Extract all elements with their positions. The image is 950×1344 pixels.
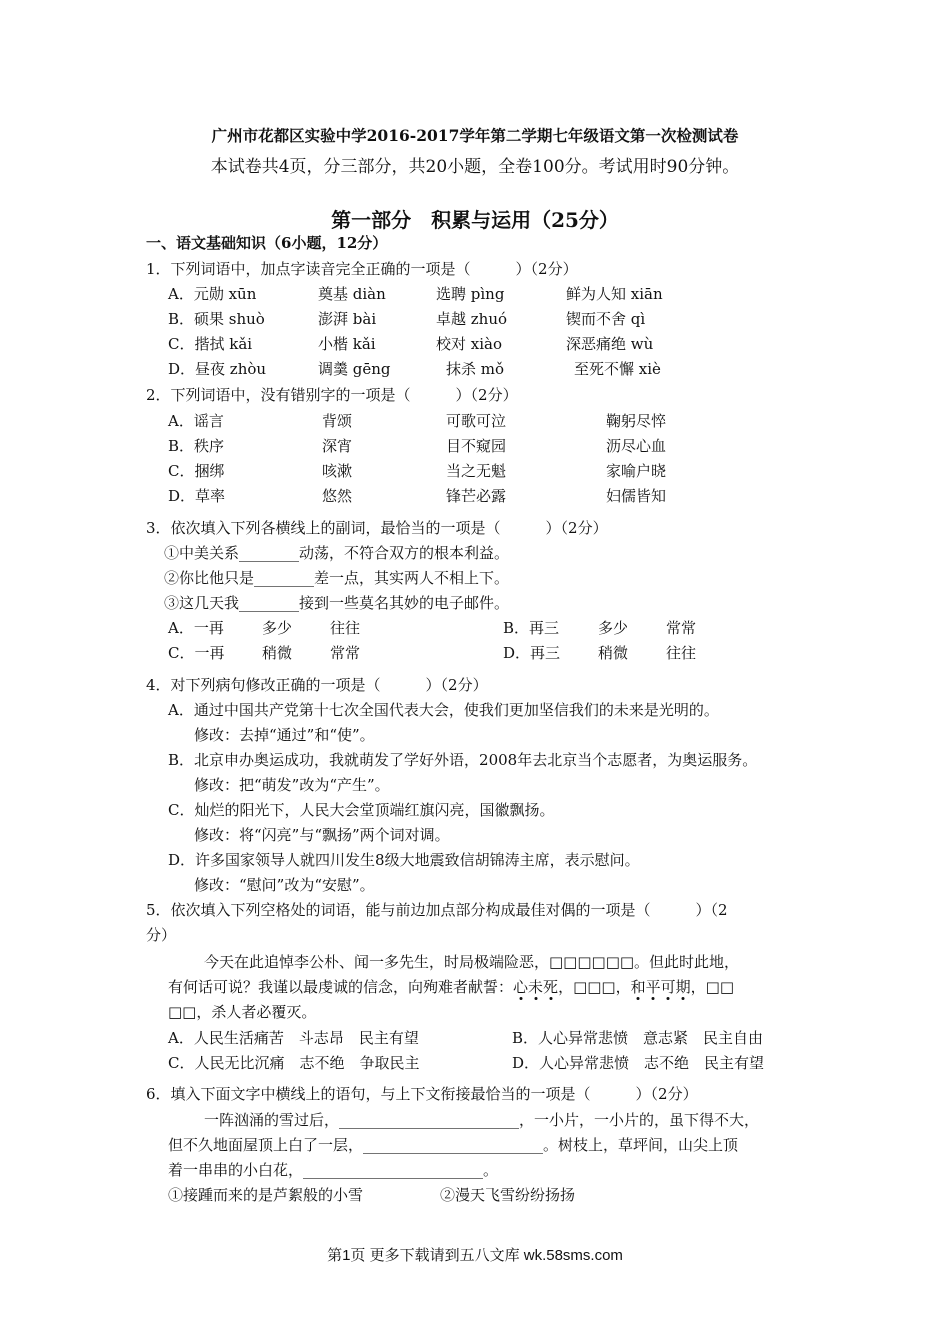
q6-passage-line: 但不久地面屋顶上白了一层，________________________。树枝上，草坪间，山尖上顶 [168,1136,739,1154]
q1-option-cell: 鲜为人知 xiān [566,285,663,303]
q6-option: ②漫天飞雪纷纷扬扬 [440,1186,576,1204]
q2-option-cell: 当之无魁 [446,462,507,480]
q4-option-c: C．灿烂的阳光下，人民大会堂顶端红旗闪亮，国徽飘扬。 [168,801,555,819]
question-4-stem: 4．对下列病句修改正确的一项是（ ）（2分） [146,676,488,694]
q3-item: ②你比他只是________差一点，其实两人不相上下。 [164,569,510,587]
q2-option-cell: 家喻户晓 [606,462,667,480]
q2-option-cell: 沥尽心血 [606,437,667,455]
q2-option-cell: C．捆绑 [168,462,225,480]
q2-option-cell: 鞠躬尽悴 [606,412,667,430]
q3-item: ③这几天我________接到一些莫名其妙的电子邮件。 [164,594,510,612]
q5-option: A．人民生活痛苦 斗志昂 民主有望 [168,1029,419,1047]
q3-option-cell: 往往 [330,619,361,637]
q2-option-cell: 悠然 [322,487,353,505]
emphasis-dot-char: 未 [528,978,544,996]
q3-option-cell: A．一再 [168,619,224,637]
q4-fix-c: 修改：将“闪亮”与“飘扬”两个词对调。 [194,826,450,844]
q6-passage-line: 着一串串的小白花，________________________。 [168,1161,499,1179]
q3-option-cell: D．再三 [503,644,561,662]
q2-option-cell: 可歌可泣 [446,412,507,430]
q1-option-cell: 小楷 kǎi [318,335,376,353]
q4-option-d: D．许多国家领导人就四川发生8级大地震致信胡锦涛主席，表示慰问。 [168,851,640,869]
q1-option-cell: 澎湃 bài [318,310,377,328]
q4-option-b: B．北京申办奥运成功，我就萌发了学好外语，2008年去北京当个志愿者，为奥运服务。 [168,751,758,769]
q5-passage-line: □□，杀人者必覆灭。 [168,1003,317,1021]
question-2-stem: 2．下列词语中，没有错别字的一项是（ ）（2分） [146,386,518,404]
q5-option: B．人心异常悲愤 意志紧 民主自由 [512,1029,764,1047]
q1-option-cell: 奠基 diàn [318,285,386,303]
q3-option-cell: 常常 [666,619,697,637]
section-heading: 一、语文基础知识（6小题，12分） [146,234,388,252]
emphasis-dot-char: 和 [630,978,646,996]
question-3-stem: 3．依次填入下列各横线上的副词，最恰当的一项是（ ）（2分） [146,519,608,537]
q4-fix-b: 修改：把“萌发”改为“产生”。 [194,776,390,794]
q3-option-cell: B．再三 [503,619,560,637]
q1-option-cell: A．元勋 xūn [168,285,257,303]
q1-option-cell: 至死不懈 xiè [574,360,661,378]
q4-option-a: A．通过中国共产党第十七次全国代表大会，使我们更加坚信我们的未来是光明的。 [168,701,719,719]
emphasis-dot-char: 平 [645,978,661,996]
q2-option-cell: 妇儒皆知 [606,487,667,505]
q1-option-cell: 深恶痛绝 wù [566,335,654,353]
q2-option-cell: 深宵 [322,437,353,455]
q5-option: C．人民无比沉痛 志不绝 争取民主 [168,1054,420,1072]
exam-subtitle: 本试卷共4页，分三部分，共20小题，全卷100分。考试用时90分钟。 [210,157,740,177]
q3-option-cell: 稍微 [598,644,629,662]
q3-option-cell: 往往 [666,644,697,662]
emphasis-dot-char: 可 [660,978,676,996]
q1-option-cell: 卓越 zhuó [436,310,508,328]
q3-option-cell: 多少 [598,619,629,637]
q2-option-cell: 咳漱 [322,462,353,480]
exam-title: 广州市花都区实验中学2016-2017学年第二学期七年级语文第一次检测试卷 [211,126,739,145]
q3-option-cell: C．一再 [168,644,225,662]
q3-option-cell: 多少 [262,619,293,637]
q2-option-cell: 锋芒必露 [446,487,507,505]
q2-option-cell: 背颂 [322,412,353,430]
q1-option-cell: 校对 xiào [436,335,502,353]
q3-item: ①中美关系________动荡，不符合双方的根本利益。 [164,544,510,562]
q5-passage-line: 今天在此追悼李公朴、闻一多先生，时局极端险恶，□□□□□□。但此时此地， [204,953,740,971]
emphasis-dot-char: 心 [513,978,529,996]
q1-option-cell: 调羹 gēng [318,360,391,378]
q1-option-cell: D．昼夜 zhòu [168,360,267,378]
page-footer: 第1页 更多下载请到五八文库 wk.58sms.com [327,1247,623,1264]
q4-fix-a: 修改：去掉“通过”和“使”。 [194,726,375,744]
emphasis-dot-char: 期 [675,978,691,996]
q1-option-cell: C．揩拭 kǎi [168,335,253,353]
q3-option-cell: 常常 [330,644,361,662]
q1-option-cell: 锲而不舍 qì [566,310,646,328]
q6-option: ①接踵而来的是芦絮般的小雪 [168,1186,364,1204]
emphasis-dot-char: 死 [543,978,559,996]
part-title: 第一部分 积累与运用（25分） [331,208,619,232]
q2-option-cell: 目不窥园 [446,437,507,455]
q5-passage-line: 有何话可说？我谨以最虔诚的信念，向殉难者献誓：心未死，□□□，和平可期，□□ [168,978,735,996]
q3-option-cell: 稍微 [262,644,293,662]
question-5-stem: 5．依次填入下列空格处的词语，能与前边加点部分构成最佳对偶的一项是（ ）（2 [146,901,728,919]
question-1-stem: 1．下列词语中，加点字读音完全正确的一项是（ ）（2分） [146,260,578,278]
q5-option: D．人心异常悲愤 志不绝 民主有望 [512,1054,765,1072]
q2-option-cell: D．草率 [168,487,226,505]
q4-fix-d: 修改：“慰问”改为“安慰”。 [194,876,375,894]
q1-option-cell: 选聘 pìng [436,285,505,303]
q2-option-cell: B．秩序 [168,437,225,455]
q6-passage-line: 一阵汹涌的雪过后，________________________，一小片，一小片的，虽下得不大， [204,1111,760,1129]
question-5-stem-cont: 分） [146,926,177,944]
q2-option-cell: A．谣言 [168,412,224,430]
q1-option-cell: 抹杀 mǒ [446,360,505,378]
q1-option-cell: B．硕果 shuò [168,310,265,328]
question-6-stem: 6．填入下面文字中横线上的语句，与上下文衔接最恰当的一项是（ ）（2分） [146,1085,698,1103]
